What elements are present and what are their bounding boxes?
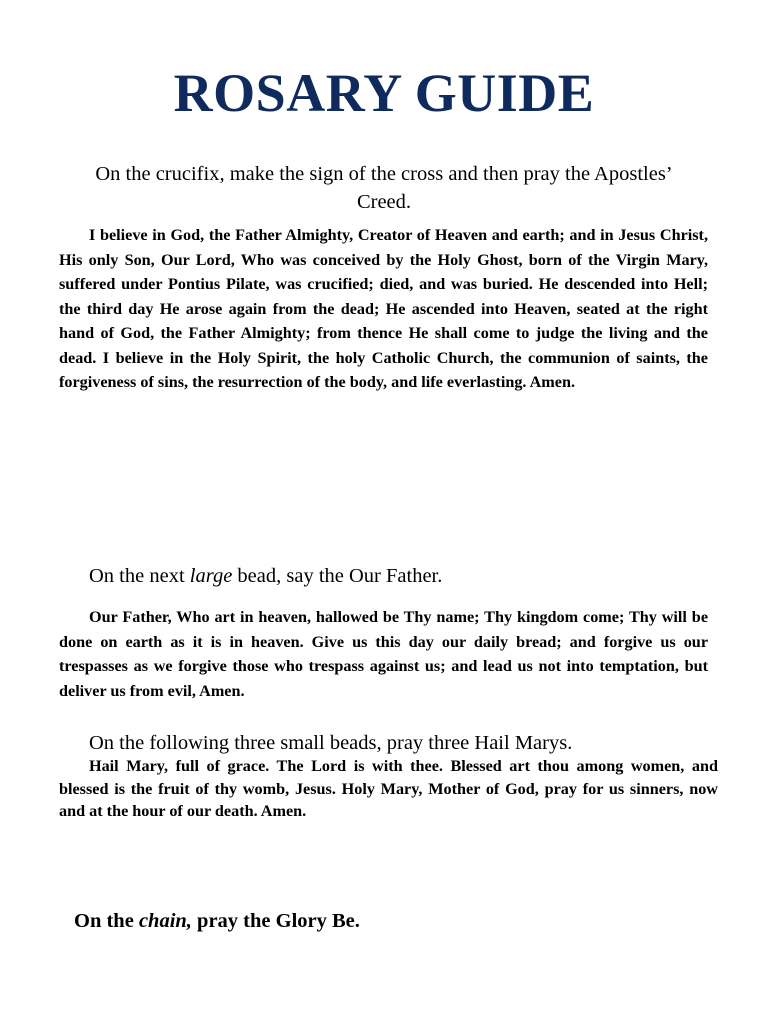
prayer-apostles-creed: I believe in God, the Father Almighty, Creator of Heaven and earth; and in Jesus Christ, His only Son, Our Lord, Who was conceived by the Holy Ghost, born of the Virgin Mary, suffered under Pontius Pilate, was crucified; died, and was buried. He descended into Hell; the third day He arose again from the dead; He ascended into Heaven, seated at the right hand of God, the Father Almighty; from thence He shall come to judge the living and the dead. I believe in the Holy Spirit, the holy Catholic Church, the communion of saints, the forgiveness of sins, the resurrection of the body, and life everlasting. Amen. (59, 226, 708, 391)
section-heading-creed: On the crucifix, make the sign of the cross and then pray the Apostles’ Creed. (95, 163, 673, 213)
heading-text: On the next (89, 565, 190, 587)
heading-text: On the (74, 910, 139, 932)
section-heading-hail-marys: On the following three small beads, pray three Hail Marys. (89, 732, 573, 754)
heading-text: bead, say the Our Father. (232, 565, 443, 587)
section-heading-our-father (89, 562, 709, 590)
page-title: ROSARY GUIDE (173, 63, 595, 123)
section-heading-glory-be (74, 907, 694, 935)
prayer-our-father: Our Father, Who art in heaven, hallowed be Thy name; Thy kingdom come; Thy will be done on earth as it is in heaven. Give us this day our daily bread; and forgive us our trespasses as we forgive those who trespass against us; and lead us not into temptation, but deliver us from evil, Amen. (59, 608, 708, 700)
heading-emphasis: large (189, 565, 233, 587)
prayer-hail-mary: Hail Mary, full of grace. The Lord is with thee. Blessed art thou among women, and blessed is the fruit of thy womb, Jesus. Holy Mary, Mother of God, pray for us sinners, now and at the hour of our death. Amen. (59, 757, 718, 820)
heading-emphasis: chain, (138, 910, 192, 932)
heading-text: pray the Glory Be. (191, 910, 360, 932)
